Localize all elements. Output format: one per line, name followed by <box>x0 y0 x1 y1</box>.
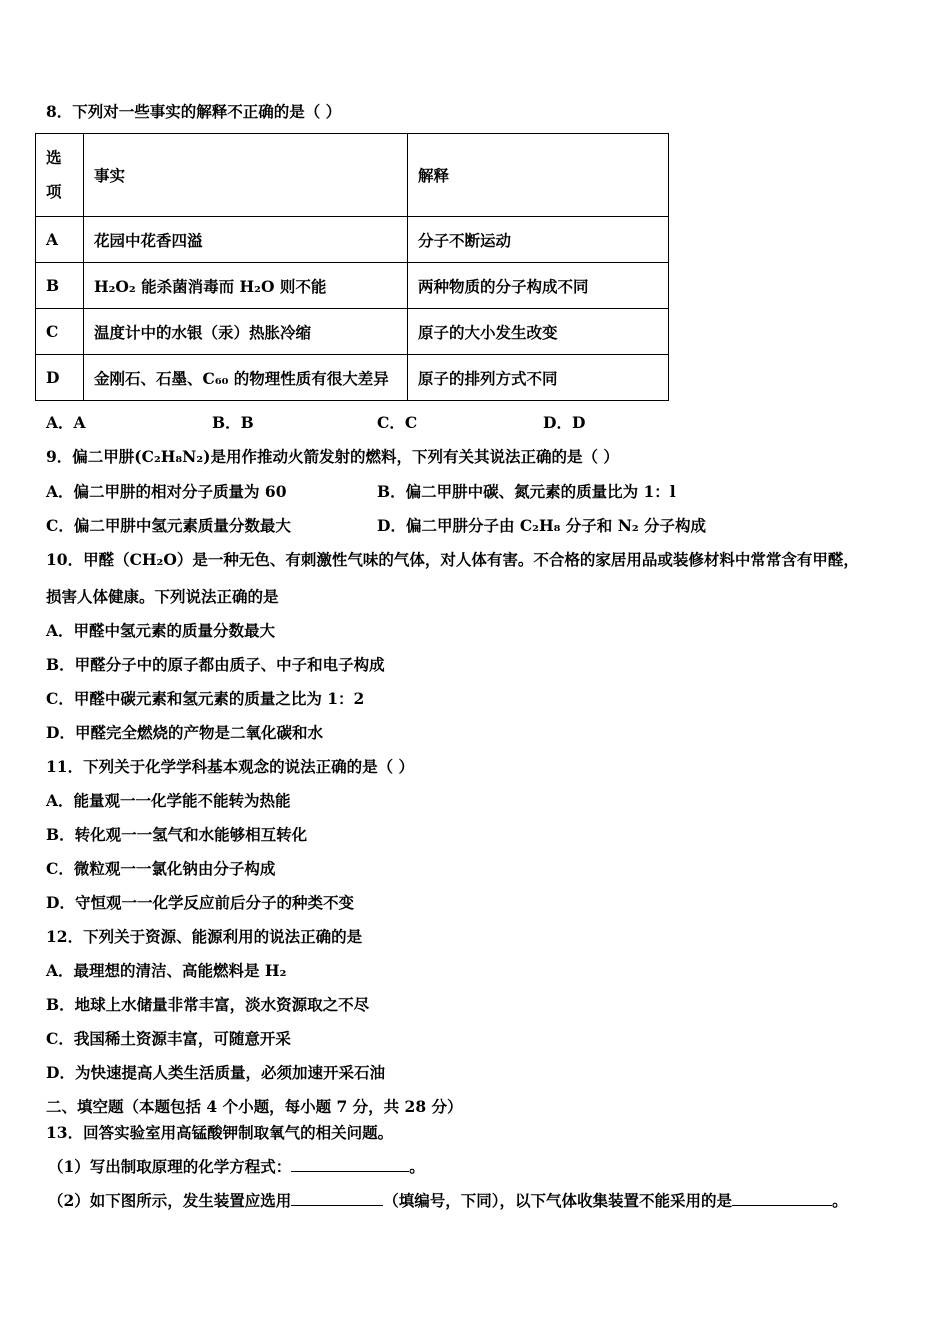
row-fact: 金刚石、石墨、C₆₀ 的物理性质有很大差异 <box>84 355 408 401</box>
header-option-line1: 选 <box>46 148 62 167</box>
q9-option-c: C．偏二甲肼中氢元素质量分数最大 <box>46 516 291 535</box>
q10-option-c: C．甲醛中碳元素和氢元素的质量之比为 1：2 <box>46 689 365 708</box>
section-heading: 二、填空题（本题包括 4 个小题，每小题 7 分，共 28 分） <box>46 1097 463 1116</box>
q11-option-a: A．能量观一一化学能不能转为热能 <box>46 791 291 810</box>
q12-option-c: C．我国稀土资源丰富，可随意开采 <box>46 1029 291 1048</box>
q13-part2-end: 。 <box>832 1191 848 1210</box>
row-explain: 原子的排列方式不同 <box>408 355 669 401</box>
row-explain: 两种物质的分子构成不同 <box>408 263 669 309</box>
q9-option-a: A．偏二甲肼的相对分子质量为 60 <box>46 482 287 501</box>
header-fact: 事实 <box>84 134 408 217</box>
q8-table <box>35 133 669 401</box>
table-row <box>36 355 669 401</box>
q9-option-b: B．偏二甲肼中碳、氮元素的质量比为 1：l <box>377 482 676 501</box>
q13-part2-text2: （填编号，下同），以下气体收集装置不能采用的是 <box>383 1191 733 1210</box>
row-option: B <box>36 263 84 309</box>
q11-option-d: D．守恒观一一化学反应前后分子的种类不变 <box>46 893 354 912</box>
row-fact: 花园中花香四溢 <box>84 217 408 263</box>
q8-option-a: A．A <box>46 413 86 432</box>
row-option: A <box>36 217 84 263</box>
q13-part1-text: （1）写出制取原理的化学方程式： <box>48 1157 292 1176</box>
q10-option-d: D．甲醛完全燃烧的产物是二氧化碳和水 <box>46 723 323 742</box>
row-fact: 温度计中的水银（汞）热胀冷缩 <box>84 309 408 355</box>
answer-blank[interactable] <box>732 1190 832 1206</box>
q9-stem: 9．偏二甲肼(C₂H₈N₂)是用作推动火箭发射的燃料，下列有关其说法正确的是（ ） <box>46 447 619 466</box>
table-row <box>36 309 669 355</box>
q11-option-b: B．转化观一一氢气和水能够相互转化 <box>46 825 308 844</box>
q12-option-b: B．地球上水储量非常丰富，淡水资源取之不尽 <box>46 995 370 1014</box>
header-explain: 解释 <box>408 134 669 217</box>
q12-option-a: A．最理想的清洁、高能燃料是 H₂ <box>46 961 287 980</box>
q11-option-c: C．微粒观一一氯化钠由分子构成 <box>46 859 276 878</box>
row-option: D <box>36 355 84 401</box>
row-explain: 分子不断运动 <box>408 217 669 263</box>
q13-part1 <box>48 1156 425 1177</box>
row-fact: H₂O₂ 能杀菌消毒而 H₂O 则不能 <box>84 263 408 309</box>
q10-option-a: A．甲醛中氢元素的质量分数最大 <box>46 621 276 640</box>
table-header-row <box>36 134 669 217</box>
answer-blank[interactable] <box>291 1190 383 1206</box>
header-option-line2: 项 <box>46 182 62 201</box>
row-explain: 原子的大小发生改变 <box>408 309 669 355</box>
q13-part2 <box>48 1190 848 1211</box>
q8-stem: 8．下列对一些事实的解释不正确的是（ ） <box>46 102 342 121</box>
q10-stem-line2: 损害人体健康。下列说法正确的是 <box>46 587 279 606</box>
q13-part2-text1: （2）如下图所示，发生装置应选用 <box>48 1191 292 1210</box>
q9-option-d: D．偏二甲肼分子由 C₂H₈ 分子和 N₂ 分子构成 <box>377 516 707 535</box>
table-row <box>36 263 669 309</box>
table-row <box>36 217 669 263</box>
q13-stem: 13．回答实验室用高锰酸钾制取氧气的相关问题。 <box>46 1123 394 1142</box>
q12-option-d: D．为快速提高人类生活质量，必须加速开采石油 <box>46 1063 385 1082</box>
q11-stem: 11．下列关于化学学科基本观念的说法正确的是（ ） <box>46 757 414 776</box>
q13-part1-end: 。 <box>409 1157 425 1176</box>
q12-stem: 12．下列关于资源、能源利用的说法正确的是 <box>46 927 363 946</box>
q8-option-c: C．C <box>377 413 418 432</box>
q10-stem-line1: 10．甲醛（CH₂O）是一种无色、有刺激性气味的气体，对人体有害。不合格的家居用品或装修材料中常常含有甲醛， <box>46 550 859 569</box>
header-option <box>36 134 84 217</box>
q8-option-b: B．B <box>212 413 254 432</box>
q10-option-b: B．甲醛分子中的原子都由质子、中子和电子构成 <box>46 655 385 674</box>
answer-blank[interactable] <box>291 1156 409 1172</box>
q8-option-d: D．D <box>543 413 586 432</box>
row-option: C <box>36 309 84 355</box>
